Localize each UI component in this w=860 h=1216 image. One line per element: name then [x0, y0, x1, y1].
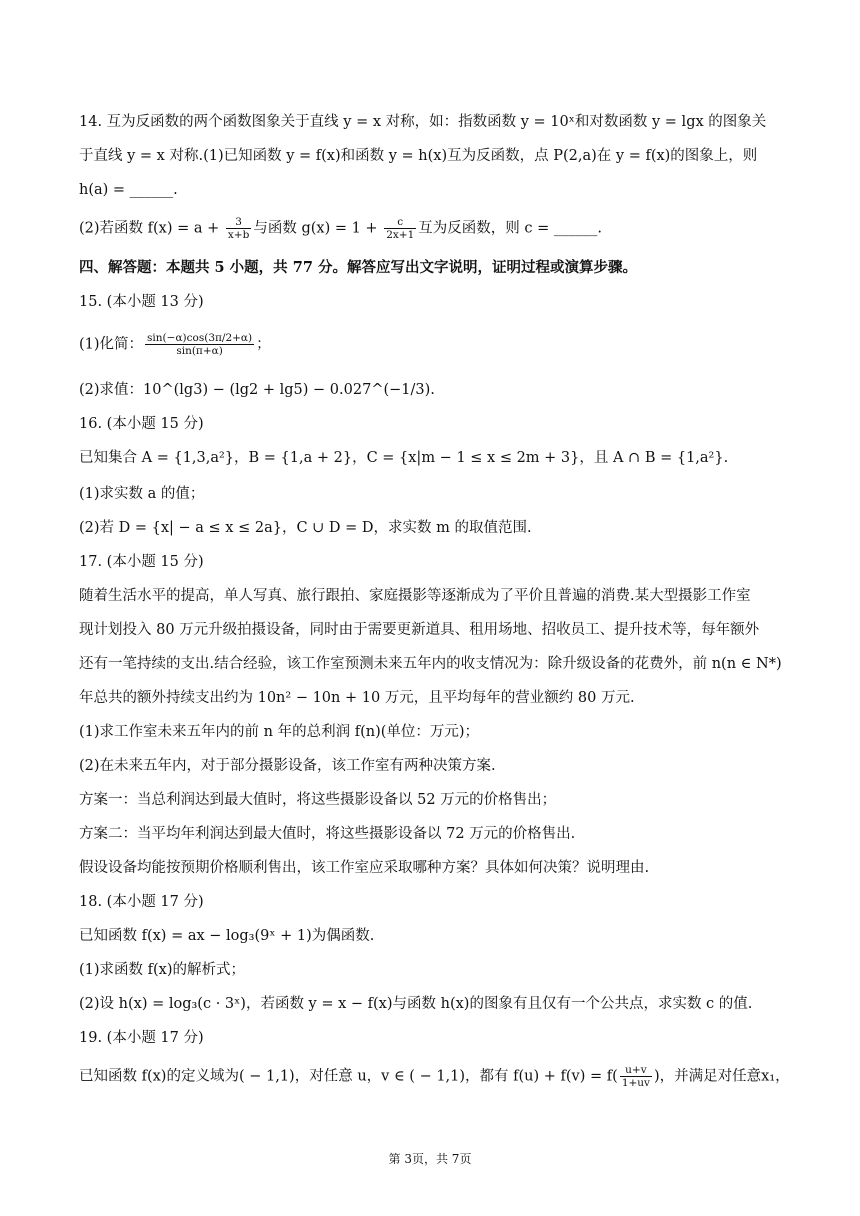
fraction-denominator: 2x+1 [386, 229, 415, 241]
q14-line-2: 于直线 y = x 对称.(1)已知函数 y = f(x)和函数 y = h(x)互为反函数，点 P(2,a)在 y = f(x)的图象上，则 [79, 148, 758, 164]
q14-line-3: h(a) = ______. [79, 182, 178, 198]
q16-part1: (1)求实数 a 的值； [79, 486, 205, 502]
fraction-denominator: sin(π+α) [176, 345, 223, 357]
q16-part2: (2)若 D = {x| − a ≤ x ≤ 2a}，C ∪ D = D，求实数 m 的取值范围. [79, 520, 532, 536]
q19-text-a: 已知函数 f(x)的定义域为( − 1,1)，对任意 u，v ∈ ( − 1,1)，都有 f(u) + f(v) = f( [79, 1068, 618, 1085]
fraction-numerator: c [384, 216, 416, 229]
q17-heading: 17. (本小题 15 分) [79, 554, 204, 570]
q17-plan-1: 方案一：当总利润达到最大值时，将这些摄影设备以 52 万元的价格售出； [79, 792, 557, 808]
q15-part1-label: (1)化简： [79, 336, 144, 353]
q14-line-1: 14. 互为反函数的两个函数图象关于直线 y = x 对称，如：指数函数 y = 10ˣ和对数函数 y = lgx 的图象关 [79, 114, 767, 130]
q16-heading: 16. (本小题 15 分) [79, 416, 204, 432]
q17-plan-2: 方案二：当平均年利润达到最大值时，将这些摄影设备以 72 万元的价格售出. [79, 826, 576, 842]
q18-part1: (1)求函数 f(x)的解析式； [79, 962, 246, 978]
fraction-denominator: x+b [227, 229, 250, 241]
q17-text-1: 随着生活水平的提高，单人写真、旅行跟拍、家庭摄影等逐渐成为了平价且普遍的消费.某大型摄影工作室 [79, 588, 751, 604]
q17-part1: (1)求工作室未来五年内的前 n 年的总利润 f(n)(单位：万元)； [79, 724, 480, 740]
q18-heading: 18. (本小题 17 分) [79, 894, 204, 910]
q17-text-2: 现计划投入 80 万元升级拍摄设备，同时由于需要更新道具、租用场地、招收员工、提升技术等，每年额外 [79, 622, 760, 638]
q17-assumption: 假设设备均能按预期价格顺利售出，该工作室应采取哪种方案？具体如何决策？说明理由. [79, 860, 650, 876]
q17-part2: (2)在未来五年内，对于部分摄影设备，该工作室有两种决策方案. [79, 758, 496, 774]
q17-text-4: 年总共的额外持续支出约为 10n² − 10n + 10 万元，且平均每年的营业额约 80 万元. [79, 690, 635, 706]
q14-part2-text-b: 与函数 g(x) = 1 + [253, 220, 383, 237]
q15-heading: 15. (本小题 13 分) [79, 294, 204, 310]
q15-part2: (2)求值：10^(lg3) − (lg2 + lg5) − 0.027^(−1/3). [79, 382, 435, 398]
q14-part2-text-c: 互为反函数，则 c = ______. [418, 220, 602, 237]
fraction-u-plus-v [620, 1064, 652, 1089]
q16-sets: 已知集合 A = {1,3,a²}，B = {1,a + 2}，C = {x|m − 1 ≤ x ≤ 2m + 3}，且 A ∩ B = {1,a²}. [79, 450, 729, 466]
q19-heading: 19. (本小题 17 分) [79, 1030, 204, 1046]
q15-part1 [79, 332, 799, 357]
q14-part2-text-a: (2)若函数 f(x) = a + [79, 220, 224, 237]
section-heading: 四、解答题：本题共 5 小题，共 77 分。解答应写出文字说明，证明过程或演算步骤。 [79, 259, 637, 276]
fraction-3-over-x-plus-b [226, 216, 251, 241]
q19-text-b: )，并满足对任意x₁， [654, 1068, 790, 1085]
page-footer: 第 3页，共 7页 [388, 1152, 472, 1166]
fraction-numerator: sin(−α)cos(3π/2+α) [147, 332, 253, 344]
q17-text-3: 还有一笔持续的支出.结合经验，该工作室预测未来五年内的收支情况为：除升级设备的花费外，前 n(n ∈ N*) [79, 656, 782, 672]
q18-part2: (2)设 h(x) = log₃(c · 3ˣ)，若函数 y = x − f(x)与函数 h(x)的图象有且仅有一个公共点，求实数 c 的值. [79, 996, 753, 1012]
fraction-c-over-2x-plus-1 [384, 216, 416, 241]
q18-function: 已知函数 f(x) = ax − log₃(9ˣ + 1)为偶函数. [79, 928, 375, 944]
fraction-numerator: u+v [620, 1064, 652, 1077]
trig-fraction [145, 332, 254, 357]
q19-text [79, 1064, 799, 1089]
q14-part2 [79, 216, 799, 241]
q15-part1-end: ； [256, 336, 271, 353]
fraction-denominator: 1+uv [621, 1077, 650, 1089]
fraction-numerator: 3 [226, 216, 251, 229]
